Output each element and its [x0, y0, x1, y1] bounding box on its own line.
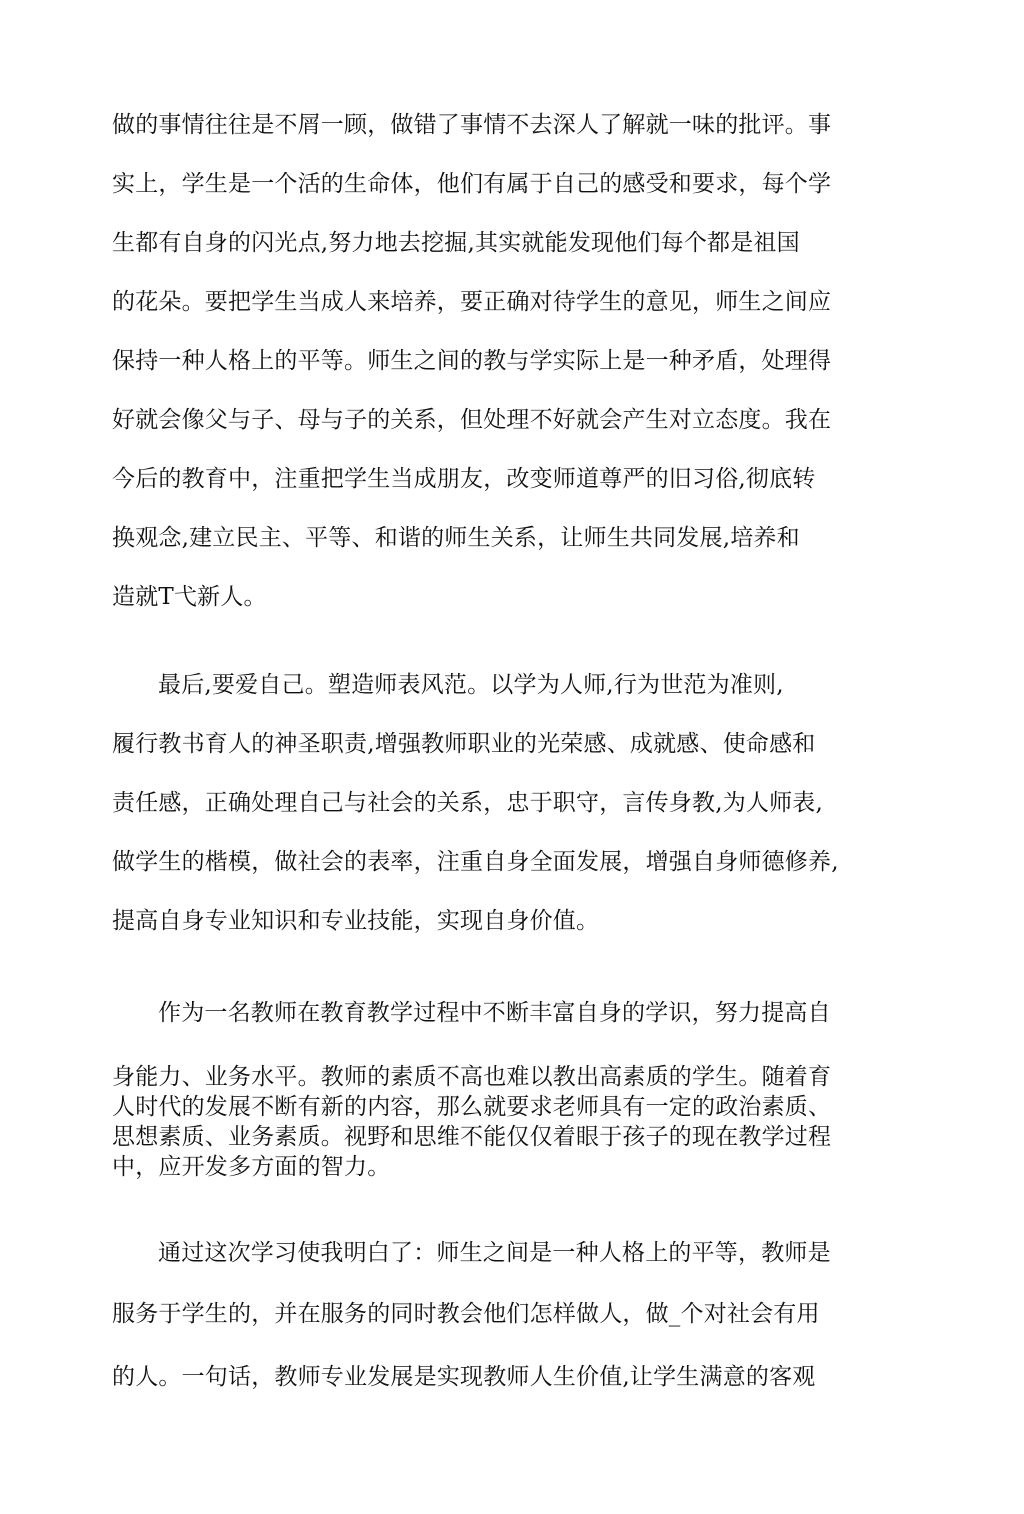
paragraph-3-line-3: 人时代的发展不断有新的内容，那么就要求老师具有一定的政治素质、 [112, 1094, 832, 1120]
paragraph-2-line-3: 责任感，正确处理自己与社会的关系，忠于职守，言传身教,为人师表, [112, 790, 824, 816]
paragraph-1-line-8: 换观念,建立民主、平等、和谐的师生关系，让师生共同发展,培养和 [112, 525, 800, 551]
paragraph-1-line-3: 生都有自身的闪光点,努力地去挖掘,其实就能发现他们每个都是祖国 [112, 230, 800, 256]
paragraph-2-line-1: 最后,要爱自己。塑造师表风范。以学为人师,行为世范为准则, [158, 672, 784, 698]
paragraph-3-line-1: 作为一名教师在教育教学过程中不断丰富自身的学识，努力提高自 [158, 1000, 831, 1026]
paragraph-3-line-2: 身能力、业务水平。教师的素质不高也难以教出高素质的学生。随着育 [112, 1064, 832, 1090]
paragraph-1-line-2: 实上，学生是一个活的生命体，他们有属于自己的感受和要求，每个学 [112, 171, 832, 197]
paragraph-1-line-4: 的花朵。要把学生当成人来培养，要正确对待学生的意见，师生之间应 [112, 289, 832, 315]
paragraph-1-line-7: 今后的教育中，注重把学生当成朋友，改变师道尊严的旧习俗,彻底转 [112, 466, 816, 492]
paragraph-1-line-5: 保持一种人格上的平等。师生之间的教与学实际上是一种矛盾，处理得 [112, 348, 832, 374]
paragraph-2-line-2: 履行教书育人的神圣职责,增强教师职业的光荣感、成就感、使命感和 [112, 731, 816, 757]
paragraph-3-line-4: 思想素质、业务素质。视野和思维不能仅仅着眼于孩子的现在教学过程 [112, 1124, 832, 1150]
paragraph-1-line-1: 做的事情往往是不屑一顾，做错了事情不去深人了解就一味的批评。事 [112, 112, 832, 138]
paragraph-1-line-6: 好就会像父与子、母与子的关系，但处理不好就会产生对立态度。我在 [112, 407, 832, 433]
paragraph-4-line-3: 的人。一句话，教师专业发展是实现教师人生价值,让学生满意的客观 [112, 1364, 816, 1390]
paragraph-2-line-5: 提高自身专业知识和专业技能，实现自身价值。 [112, 908, 600, 934]
paragraph-1-line-9: 造就T弋新人。 [112, 584, 267, 610]
paragraph-2-line-4: 做学生的楷模，做社会的表率，注重自身全面发展，增强自身师德修养, [112, 849, 839, 875]
paragraph-4-line-2: 服务于学生的，并在服务的同时教会他们怎样做人，做_个对社会有用 [112, 1301, 820, 1327]
paragraph-3-line-5: 中，应开发多方面的智力。 [112, 1154, 391, 1180]
paragraph-4-line-1: 通过这次学习使我明白了：师生之间是一种人格上的平等，教师是 [158, 1240, 831, 1266]
